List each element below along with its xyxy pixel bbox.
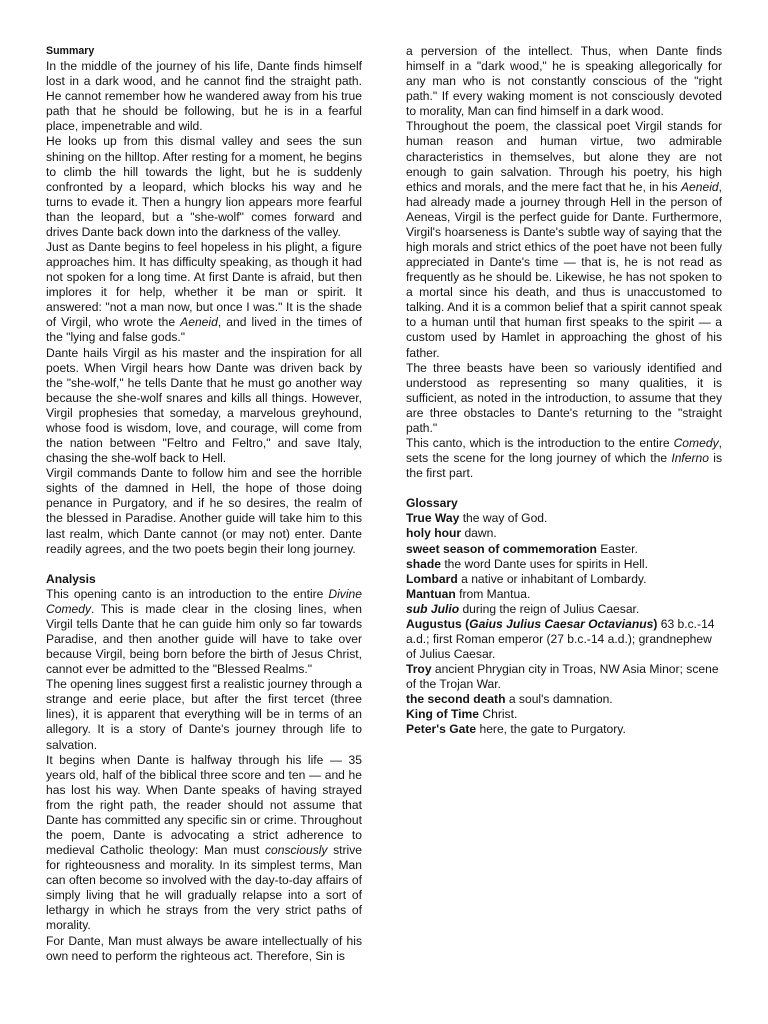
- text-run: Virgil commands Dante to follow him and see the horrible sights of the damned in Hell, the hope of those doing penance in Purgatory, and if he so desires, the realm of the blessed in Paradise. Another guide will take him to this last realm, which Dante cannot (or may not) enter. Dante readily agrees, and the two poets begin their long journey.: [46, 466, 362, 556]
- text-run: Throughout the poem, the classical poet Virgil stands for human reason and human virtue, two admirable characteristics in themselves, but alone they are not enough to gain salvation. Through his poetry, his high ethics and morals, and the mere fact that he, in his: [406, 119, 722, 194]
- text-run: , and lived in the times of the "lying and false gods.": [46, 315, 363, 345]
- text-run: during the reign of Julius Caesar.: [459, 601, 640, 616]
- paragraph: [46, 346, 362, 467]
- text-run: 63 b.c.-14 a.d.; first Roman emperor (27 b.c.-14 a.d.); grandnephew of Julius Caesar.: [406, 616, 715, 662]
- paragraph: [46, 677, 362, 752]
- text-run: The opening lines suggest first a realistic journey through a strange and eerie place, but after the first tercet (three lines), it is apparent that everything will be in terms of an allegory. It is a story of Dante's journey through life to salvation.: [46, 677, 362, 752]
- glossary-entry: [406, 617, 722, 662]
- glossary-term: Troy: [406, 662, 432, 677]
- text-run: Just as Dante begins to feel hopeless in his plight, a figure approaches him. It has difficulty speaking, as though it had not spoken for a long time. At first Dante is afraid, but then implores it for help, whether it be man or spirit. It answered: "not a man now, but once I was." It is the shade of Virgil, who wrote the: [46, 240, 362, 330]
- text-run: from Mantua.: [455, 586, 531, 601]
- glossary-entry: [406, 707, 722, 722]
- glossary-entry: [406, 722, 722, 737]
- text-run: For Dante, Man must always be aware intellectually of his own need to perform the righteous act. Therefore, Sin is: [46, 933, 362, 963]
- glossary-term: King of Time: [406, 707, 480, 722]
- paragraph: [46, 134, 362, 240]
- analysis-heading: Analysis: [46, 571, 96, 586]
- glossary-entry: [406, 662, 722, 692]
- paragraph: [46, 934, 362, 964]
- italic-text: Comedy: [673, 436, 719, 451]
- text-run: strive for righteousness and morality. In its simplest terms, Man can often become so involved with the day-to-day affairs of simply living that he will gradually relapse into a sort of lethargy in which he strays from the very strict paths of morality.: [46, 843, 362, 933]
- glossary-term: sweet season of commemoration: [406, 541, 597, 556]
- text-run: Dante hails Virgil as his master and the inspiration for all poets. When Virgil hears how Dante was driven back by the "she-wolf," he tells Dante that he must go another way because the she-wolf snares and kills all things. However, Virgil prophesies that someday, a marvelous greyhound, whose food is wisdom, love, and courage, will come from the nation between "Feltro and Feltro," and save Italy, chasing the she-wolf back to Hell.: [46, 345, 362, 466]
- glossary-term: Gaius Julius Caesar Octavianus: [469, 616, 654, 631]
- paragraph: [46, 240, 362, 346]
- text-run: is the first part.: [406, 451, 722, 481]
- paragraph: [406, 436, 722, 481]
- text-run: here, the gate to Purgatory.: [476, 722, 626, 737]
- glossary-term: True Way: [406, 511, 460, 526]
- text-run: Easter.: [596, 541, 638, 556]
- text-run: a perversion of the intellect. Thus, when Dante finds himself in a "dark wood," he is speaking allegorically for any man who is not constantly conscious of the "right path." If every waking moment is not consciously devoted to morality, Man can find himself in a dark wood.: [406, 44, 722, 119]
- paragraph: [46, 587, 362, 677]
- text-run: He looks up from this dismal valley and sees the sun shining on the hilltop. After resting for a moment, he begins to climb the hill towards the light, but he is suddenly confronted by a leopard, which blocks his way and he turns to evade it. Then a hungry lion appears more fearful than the leopard, but a "she-wolf" comes forward and drives Dante back down into the darkness of the valley.: [46, 134, 362, 239]
- glossary-term: Lombard: [406, 571, 458, 586]
- glossary-term: shade: [406, 556, 441, 571]
- paragraph: [46, 753, 362, 934]
- summary-body: [46, 59, 362, 557]
- analysis-body: [46, 587, 362, 964]
- glossary-entry: [406, 526, 722, 541]
- italic-text: Aeneid: [680, 179, 719, 194]
- glossary-term: ): [653, 616, 658, 631]
- paragraph: [406, 361, 722, 436]
- text-run: the word Dante uses for spirits in Hell.: [440, 556, 648, 571]
- glossary-entry: [406, 587, 722, 602]
- italic-text: consciously: [264, 843, 328, 858]
- text-run: , had already made a journey through Hell in the person of Aeneas, Virgil is the perfect guide for Dante. Furthermore, Virgil's hoarseness is Dante's subtle way of saying that the high morals and strict ethics of the poet have not been fully appreciated in Dante's time — that is, he is not read as frequently as he should be. Likewise, he has not spoken to a mortal since his death, and thus is unaccustomed to talking. And it is a common belief that a spirit cannot speak to a human until that human first speaks to the spirit — a custom used by Hamlet in approaching the ghost of his father.: [406, 179, 722, 360]
- right-column: [406, 44, 722, 738]
- text-run: . This is made clear in the closing lines, when Virgil tells Dante that he can guide him only so far towards Paradise, and then another guide will have to take over because Virgil, being born before the birth of Jesus Christ, cannot ever be admitted to the "Blessed Realms.": [46, 601, 362, 677]
- text-run: This opening canto is an introduction to the entire: [46, 586, 329, 601]
- paragraph: [406, 44, 722, 119]
- text-run: Christ.: [479, 707, 518, 722]
- glossary-term: holy hour: [406, 526, 462, 541]
- italic-text: Aeneid: [180, 315, 218, 330]
- italic-text: Inferno: [671, 451, 709, 466]
- text-run: a native or inhabitant of Lombardy.: [457, 571, 647, 586]
- paragraph: [406, 119, 722, 360]
- glossary-term: sub Julio: [406, 601, 460, 616]
- glossary-term: the second death: [406, 692, 506, 707]
- text-run: ancient Phrygian city in Troas, NW Asia Minor; scene of the Trojan War.: [406, 662, 719, 692]
- glossary-list: [406, 511, 722, 737]
- glossary-entry: [406, 692, 722, 707]
- glossary-entry: [406, 542, 722, 557]
- text-run: , sets the scene for the long journey of which the: [406, 436, 722, 466]
- paragraph: [46, 59, 362, 134]
- text-run: a soul's damnation.: [505, 692, 613, 707]
- analysis-body-continued: [406, 44, 722, 481]
- summary-heading: Summary: [46, 45, 95, 57]
- paragraph: [46, 466, 362, 556]
- glossary-term: Peter's Gate: [406, 722, 477, 737]
- text-run: the way of God.: [459, 511, 548, 526]
- text-run: It begins when Dante is halfway through his life — 35 years old, half of the biblical three score and ten — and he has lost his way. When Dante speaks of having strayed from the right path, the reader should not assume that Dante has committed any specific sin or crime. Throughout the poem, Dante is advocating a strict adherence to medieval Catholic theology: Man must: [46, 752, 362, 858]
- glossary-term: Augustus (: [406, 616, 470, 631]
- text-run: dawn.: [461, 526, 497, 541]
- glossary-entry: [406, 602, 722, 617]
- italic-text: Divine Comedy: [46, 586, 362, 616]
- left-column: [46, 44, 362, 964]
- glossary-entry: [406, 572, 722, 587]
- glossary-heading: Glossary: [406, 496, 458, 511]
- glossary-entry: [406, 511, 722, 526]
- text-run: The three beasts have been so variously identified and understood as representing so many qualities, it is sufficient, as noted in the introduction, to assume that they are three obstacles to Dante's returning to the "straight path.": [406, 360, 722, 435]
- glossary-entry: [406, 557, 722, 572]
- text-run: This canto, which is the introduction to the entire: [406, 436, 674, 451]
- text-run: In the middle of the journey of his life, Dante finds himself lost in a dark wood, and he cannot find the straight path. He cannot remember how he wandered away from his true path that he should be following, but he is in a fearful place, impenetrable and wild.: [46, 59, 362, 134]
- glossary-term: Mantuan: [406, 586, 456, 601]
